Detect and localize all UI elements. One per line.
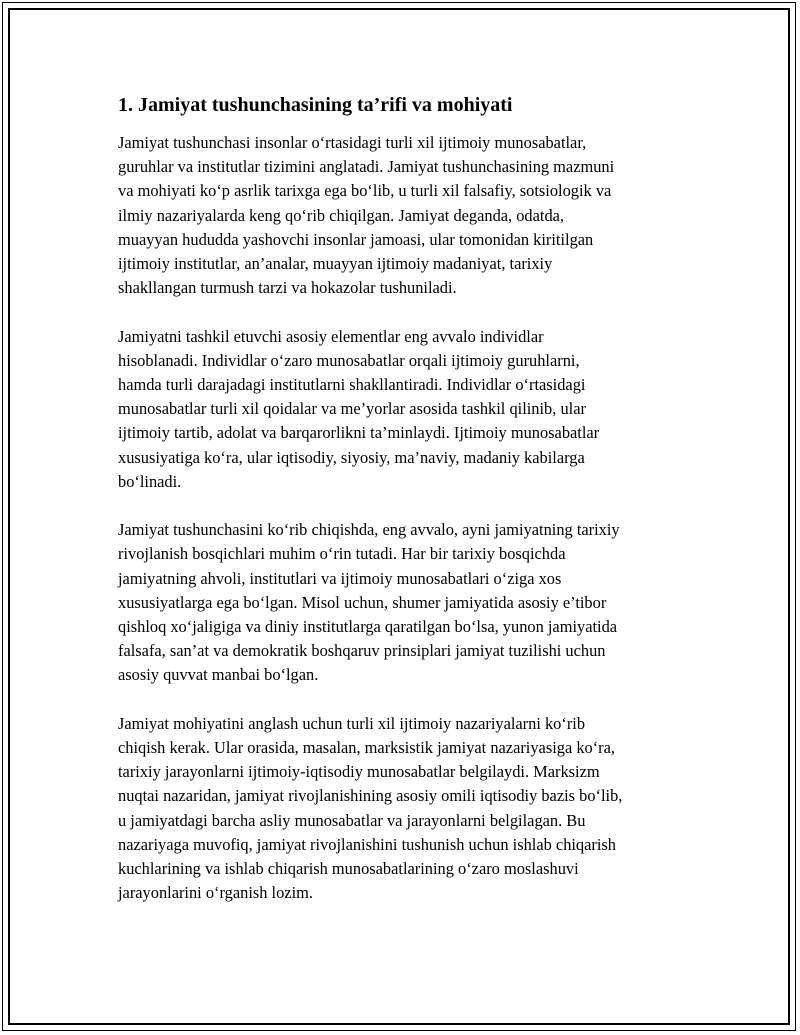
text-line: ijtimoiy institutlar, an’analar, muayyan ijtimoiy madaniyat, tarixiy <box>118 254 553 274</box>
text-line: u jamiyatdagi barcha asliy munosabatlar va jarayonlarni belgilagan. Bu <box>118 810 586 830</box>
text-line: shakllangan turmush tarzi va hokazolar tushuniladi. <box>118 278 457 298</box>
paragraph-4 <box>118 712 708 906</box>
text-line: ijtimoiy tartib, adolat va barqarorlikni ta’minlaydi. Ijtimoiy munosabatlar <box>118 423 600 443</box>
text-line: jamiyatning ahvoli, institutlari va ijtimoiy munosabatlari o‘ziga xos <box>118 568 562 588</box>
text-line: munosabatlar turli xil qoidalar va me’yorlar asosida tashkil qilinib, ular <box>118 399 586 419</box>
text-line: muayyan hududda yashovchi insonlar jamoasi, ular tomonidan kiritilgan <box>118 229 594 249</box>
text-line: chiqish kerak. Ular orasida, masalan, marksistik jamiyat nazariyasiga ko‘ra, <box>118 738 616 758</box>
text-line: ilmiy nazariyalarda keng qo‘rib chiqilgan. Jamiyat deganda, odatda, <box>118 205 565 225</box>
text-line: asosiy quvvat manbai bo‘lgan. <box>118 665 319 685</box>
text-line: Jamiyat tushunchasi insonlar o‘rtasidagi turli xil ijtimoiy munosabatlar, <box>118 133 587 152</box>
text-line: Jamiyat mohiyatini anglash uchun turli xil ijtimoiy nazariyalarni ko‘rib <box>118 713 586 733</box>
text-line: nazariyaga muvofiq, jamiyat rivojlanishini tushunish uchun ishlab chiqarish <box>118 834 616 854</box>
text-line: kuchlarining va ishlab chiqarish munosabatlarining o‘zaro moslashuvi <box>118 859 579 879</box>
text-line: xususiyatiga ko‘ra, ular iqtisodiy, siyosiy, ma’naviy, madaniy kabilarga <box>118 447 585 467</box>
text-line: Jamiyat tushunchasini ko‘rib chiqishda, eng avvalo, ayni jamiyatning tarixiy <box>118 520 620 540</box>
paragraph-1 <box>118 131 708 300</box>
section-heading: 1. Jamiyat tushunchasining ta’rifi va mohiyati <box>118 94 513 116</box>
text-line: guruhlar va institutlar tizimini anglatadi. Jamiyat tushunchasining mazmuni <box>118 157 615 177</box>
text-line: bo‘linadi. <box>118 471 182 491</box>
text-line: nuqtai nazaridan, jamiyat rivojlanishining asosiy omili iqtisodiy bazis bo‘lib, <box>118 786 623 806</box>
text-line: hamda turli darajadagi institutlarni shakllantiradi. Individlar o‘rtasidagi <box>118 375 586 395</box>
paragraph-3 <box>118 518 708 687</box>
document-body <box>118 92 708 930</box>
text-line: rivojlanish bosqichlari muhim o‘rin tutadi. Har bir tarixiy bosqichda <box>118 544 566 564</box>
text-line: falsafa, san’at va demokratik boshqaruv prinsiplari jamiyat tuzilishi uchun <box>118 641 606 661</box>
text-line: va mohiyati ko‘p asrlik tarixga ega bo‘lib, u turli xil falsafiy, sotsiologik va <box>118 181 612 201</box>
text-line: xususiyatlarga ega bo‘lgan. Misol uchun, shumer jamiyatida asosiy e’tibor <box>118 592 607 612</box>
paragraph-2 <box>118 325 708 494</box>
text-line: tarixiy jarayonlarni ijtimoiy-iqtisodiy munosabatlar belgilaydi. Marksizm <box>118 762 600 782</box>
text-line: hisoblanadi. Individlar o‘zaro munosabatlar orqali ijtimoiy guruhlarni, <box>118 350 580 370</box>
text-line: Jamiyatni tashkil etuvchi asosiy elementlar eng avvalo individlar <box>118 326 544 346</box>
text-line: qishloq xo‘jaligiga va diniy institutlarga qaratilgan bo‘lsa, yunon jamiyatida <box>118 617 618 637</box>
text-line: jarayonlarini o‘rganish lozim. <box>118 883 313 903</box>
